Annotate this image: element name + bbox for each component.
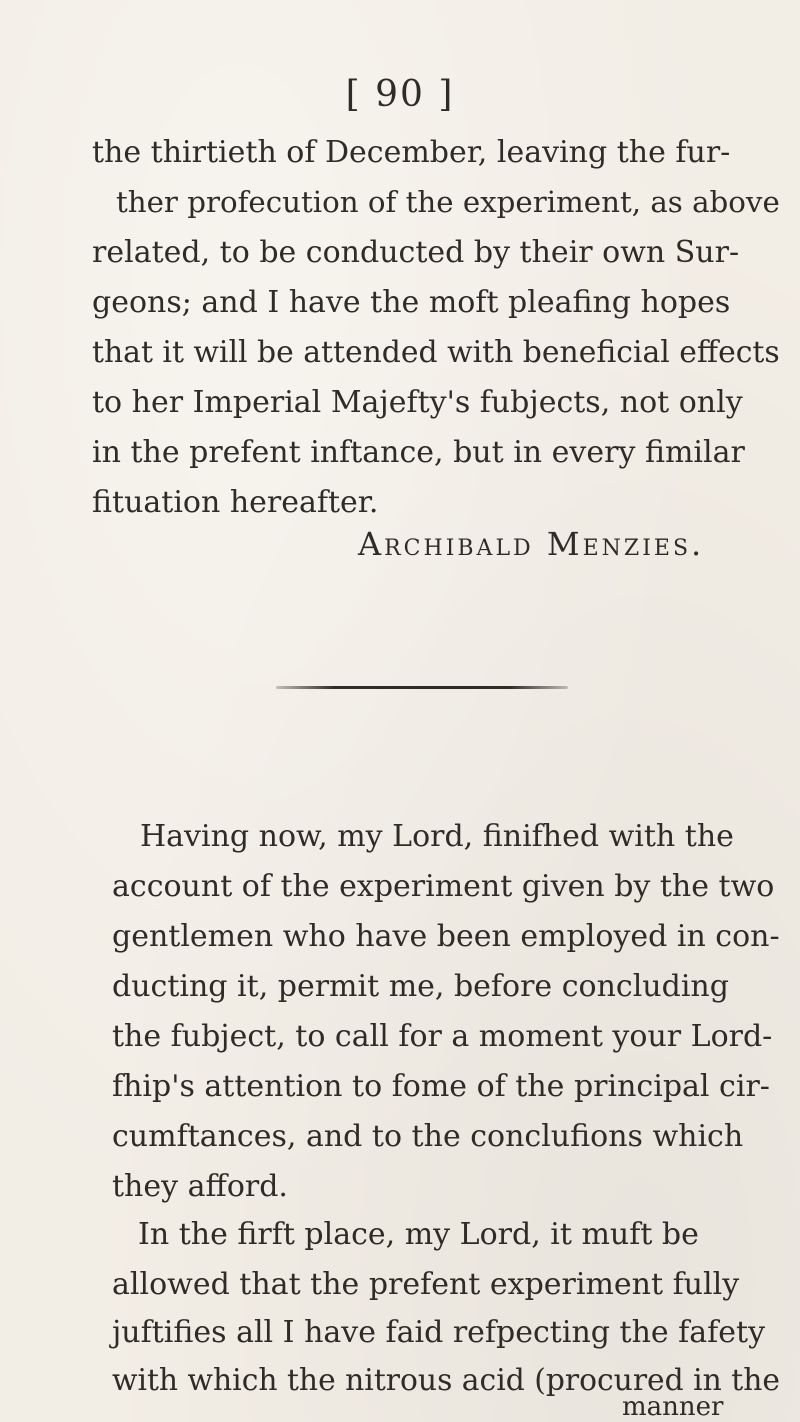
text-line: to her Imperial Majefty's fubjects, not only (92, 385, 743, 420)
text-line: in the prefent inftance, but in every fimilar (92, 435, 745, 470)
text-line: the fubject, to call for a moment your Lord- (112, 1019, 773, 1054)
text-line: Having now, my Lord, finifhed with the (140, 819, 734, 854)
text-line: fituation hereafter. (92, 485, 379, 520)
text-line: with which the nitrous acid (procured in the (112, 1363, 780, 1398)
page-number: [ 90 ] (345, 74, 455, 115)
page-header (0, 74, 800, 115)
text-line: account of the experiment given by the two (112, 869, 775, 904)
text-line: allowed that the prefent experiment fully (112, 1267, 740, 1302)
text-line: related, to be conducted by their own Sur- (92, 235, 740, 270)
text-line: cumftances, and to the conclufions which (112, 1119, 744, 1154)
text-line: ducting it, permit me, before concluding (112, 969, 729, 1004)
text-line: ther profecution of the experiment, as above (116, 185, 780, 219)
section-divider (276, 686, 568, 689)
text-line: the thirtieth of December, leaving the fur- (92, 135, 731, 170)
signature: Archibald Menzies. (358, 525, 705, 563)
text-line: that it will be attended with beneficial effects (92, 335, 780, 370)
text-line: In the firft place, my Lord, it muft be (138, 1217, 699, 1252)
text-line: geons; and I have the moft pleafing hopes (92, 285, 731, 320)
text-line: fhip's attention to fome of the principal cir- (112, 1069, 770, 1104)
text-line: they afford. (112, 1169, 288, 1204)
text-line: gentlemen who have been employed in con- (112, 919, 780, 954)
text-line: juftifies all I have faid refpecting the fafety (112, 1315, 766, 1350)
catchword: manner (622, 1392, 724, 1422)
